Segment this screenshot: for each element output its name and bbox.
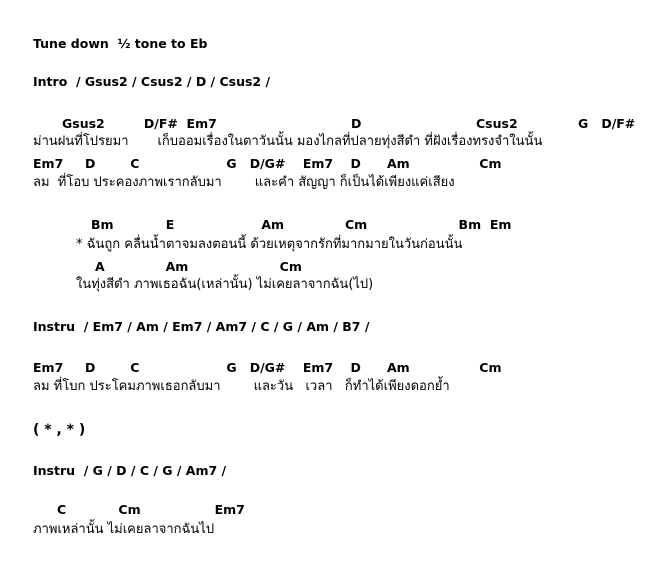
chorus-lyric-1: * ฉันถูก คลื่นน้ำตาจมลงตอนนี้ ด้วยเหตุจากรักที่มากมายในวันก่อนนั้น [76,237,463,252]
chorus-chords-1: Bm E Am Cm Bm Em [91,217,512,232]
instru1-line: Instru / Em7 / Am / Em7 / Am7 / C / G / Am / B7 / [33,319,370,334]
intro-line: Intro / Gsus2 / Csus2 / D / Csus2 / [33,74,271,89]
verse1-chords-2: Em7 D C G D/G# Em7 D Am Cm [33,156,502,171]
verse1-chords-1b: D [351,116,362,131]
chorus-chords-2: A Am Cm [95,259,302,274]
verse1-lyric-1: ม่านฝนที่โปรยมา เก็บออมเรื่องในตาวันนั้น มองไกลที่ปลายทุ่งสีดำ ที่ฝังเรื่องทรงจำในนั้น [33,134,543,149]
verse2-chords: Em7 D C G D/G# Em7 D Am Cm [33,360,502,375]
verse2-lyric: ลม ที่โบก ประโคมภาพเธอกลับมา และวัน เวลา ก็ทำได้เพียงดอกย้ำ [33,379,450,394]
outro-lyric: ภาพเหล่านั้น ไม่เคยลาจากฉันไป [33,522,215,537]
verse1-lyric-2: ลม ที่โอบ ประคองภาพเรากลับมา และคำ สัญญา ก็เป็นได้เพียงแค่เสียง [33,175,455,190]
chorus-lyric-2: ในทุ่งสีดำ ภาพเธอฉัน(เหล่านั้น) ไม่เคยลาจากฉัน(ไป) [76,277,374,292]
instru2-line: Instru / G / D / C / G / Am7 / [33,463,227,478]
outro-chords: C Cm Em7 [57,502,245,517]
tuning-note: Tune down ½ tone to Eb [33,36,208,51]
verse1-chords-1: Gsus2 D/F# Em7 [62,116,217,131]
verse1-chords-1c: Csus2 [476,116,518,131]
repeat-marker: ( * , * ) [33,422,86,438]
verse1-chords-1d: G D/F# [578,116,636,131]
